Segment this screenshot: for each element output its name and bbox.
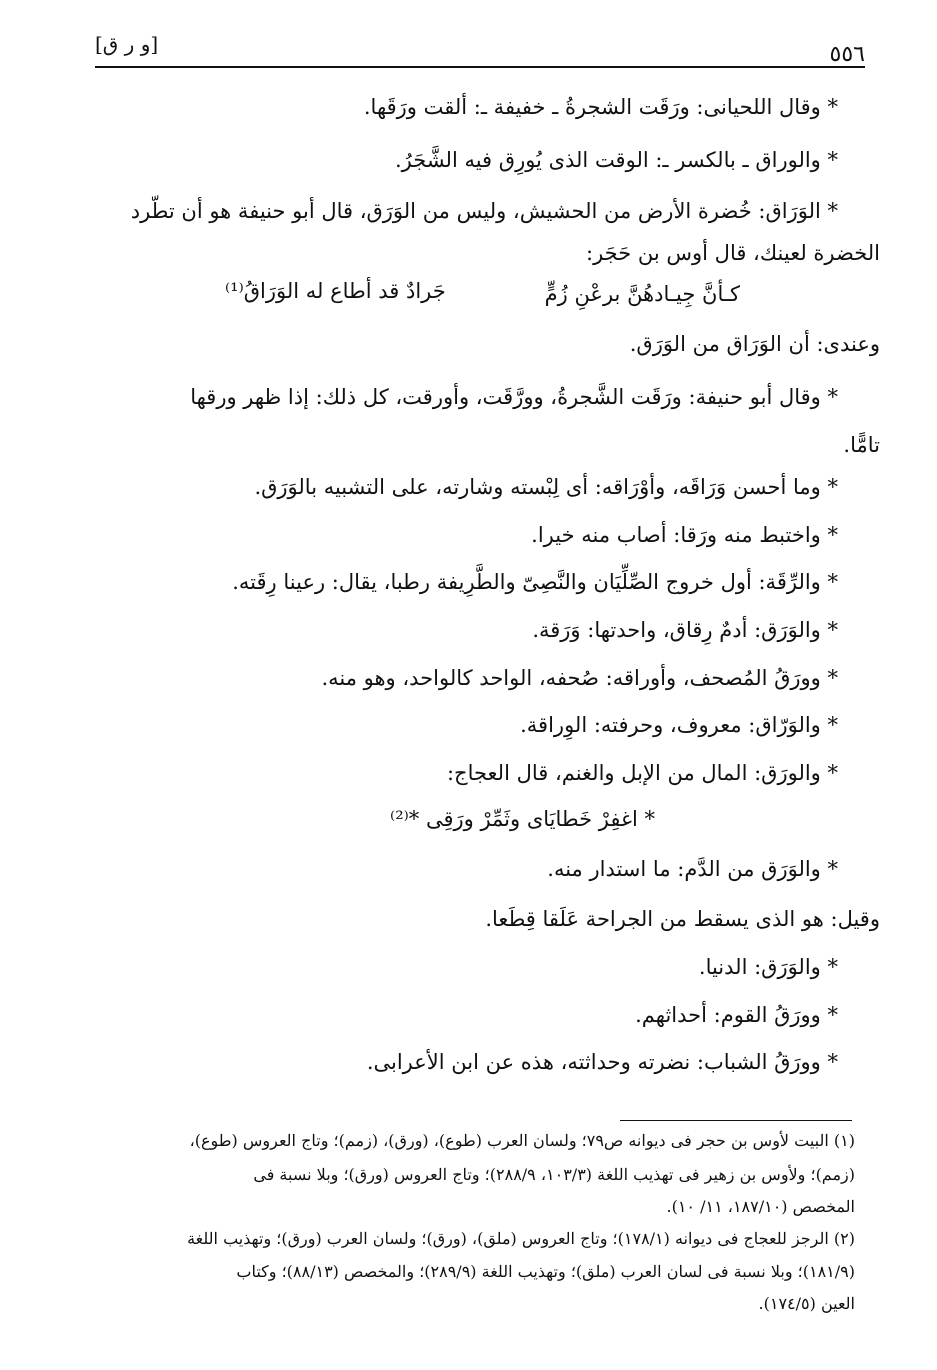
- footnote-line: المخصص (١٨٧/١٠، ١١/ ١٠).: [666, 1197, 855, 1216]
- verse-hemistich-right: كـأنَّ جِيـادهُنَّ برعْنِ زُمٍّ: [544, 282, 740, 306]
- running-head: [و ر ق]: [95, 32, 159, 56]
- footnote-line: (زمم)؛ ولأوس بن زهير فى تهذيب اللغة (١٠٣/٣، ٢٨٨/٩)؛ وتاج العروس (ورق)؛ وبلا نسبة فى: [253, 1165, 855, 1184]
- page-header: [95, 28, 865, 68]
- verse-hemistich-left: جَرادٌ قد أطاع له الوَرَاقُ⁽¹⁾: [225, 279, 446, 303]
- text-line: تامًّا.: [843, 433, 880, 457]
- footnote-rule: [620, 1120, 852, 1121]
- text-line: * واختبط منه ورَقا: أصاب منه خيرا.: [531, 523, 838, 547]
- footnote-line: العين (١٧٤/٥).: [758, 1294, 855, 1313]
- text-line: وعندى: أن الوَرَاق من الوَرَق.: [629, 332, 880, 356]
- text-line: * والرِّقَة: أول خروج الصِّلِّيَان والنَّصِىّ والطَّرِيفة رطبا، يقال: رعينا رِقَته.: [232, 570, 838, 594]
- text-line: * وقال أبو حنيفة: ورَقَت الشَّجرةُ، وورَّقَت، وأورقت، كل ذلك: إذا ظهر ورقها: [190, 385, 838, 409]
- text-line: وقيل: هو الذى يسقط من الجراحة عَلَقا قِطَعا.: [485, 907, 880, 931]
- verse-rajaz: * اغفِرْ خَطايَاى وثَمِّرْ ورَقِى *⁽²⁾: [390, 807, 655, 831]
- text-line: * وقال اللحيانى: ورَقَت الشجرةُ ـ خفيفة ـ: ألقت ورَقَها.: [363, 95, 838, 119]
- text-line: * وورَقُ الشباب: نضرته وحداثته، هذه عن ابن الأعرابى.: [366, 1050, 838, 1074]
- text-line: * وورَقُ القوم: أحداثهم.: [635, 1003, 838, 1027]
- footnote-line: (١) البيت لأوس بن حجر فى ديوانه ص٧٩؛ ولسان العرب (طوع)، (ورق)، (زمم)؛ وتاج العروس (طوع)،: [189, 1131, 855, 1150]
- text-line: * والوراق ـ بالكسر ـ: الوقت الذى يُورِق فيه الشَّجَرُ.: [395, 148, 838, 172]
- text-line: * الوَرَاق: خُضرة الأرض من الحشيش، وليس من الوَرَق، قال أبو حنيفة هو أن تطّرد: [130, 199, 838, 223]
- text-line: الخضرة لعينك، قال أوس بن حَجَر:: [586, 241, 880, 265]
- text-line: * والوَرَق: الدنيا.: [698, 955, 838, 979]
- page-number: ٥٥٦: [829, 42, 865, 67]
- footnote-line: (١٨١/٩)؛ وبلا نسبة فى لسان العرب (ملق)؛ وتهذيب اللغة (٢٨٩/٩)؛ والمخصص (٨٨/١٣)؛ وكتاب: [236, 1262, 855, 1281]
- text-line: * والوَرَق من الدَّم: ما استدار منه.: [547, 857, 838, 881]
- text-line: * والوَرّاق: معروف، وحرفته: الوِراقة.: [520, 713, 838, 737]
- text-line: * وورَقُ المُصحف، وأوراقه: صُحفه، الواحد كالواحد، وهو منه.: [321, 666, 838, 690]
- footnote-line: (٢) الرجز للعجاج فى ديوانه (١٧٨/١)؛ وتاج العروس (ملق)، (ورق)؛ ولسان العرب (ورق)؛ وتهذيب اللغة: [187, 1229, 855, 1248]
- text-line: * والورَق: المال من الإبل والغنم، قال العجاج:: [446, 761, 838, 785]
- text-line: * وما أحسن وَرَاقَه، وأوْرَاقه: أى لِبْسته وشارته، على التشبيه بالوَرَق.: [254, 475, 838, 499]
- header-rule: [95, 66, 865, 68]
- text-line: * والوَرَق: أدمٌ رِقاق، واحدتها: وَرَقة.: [532, 618, 838, 642]
